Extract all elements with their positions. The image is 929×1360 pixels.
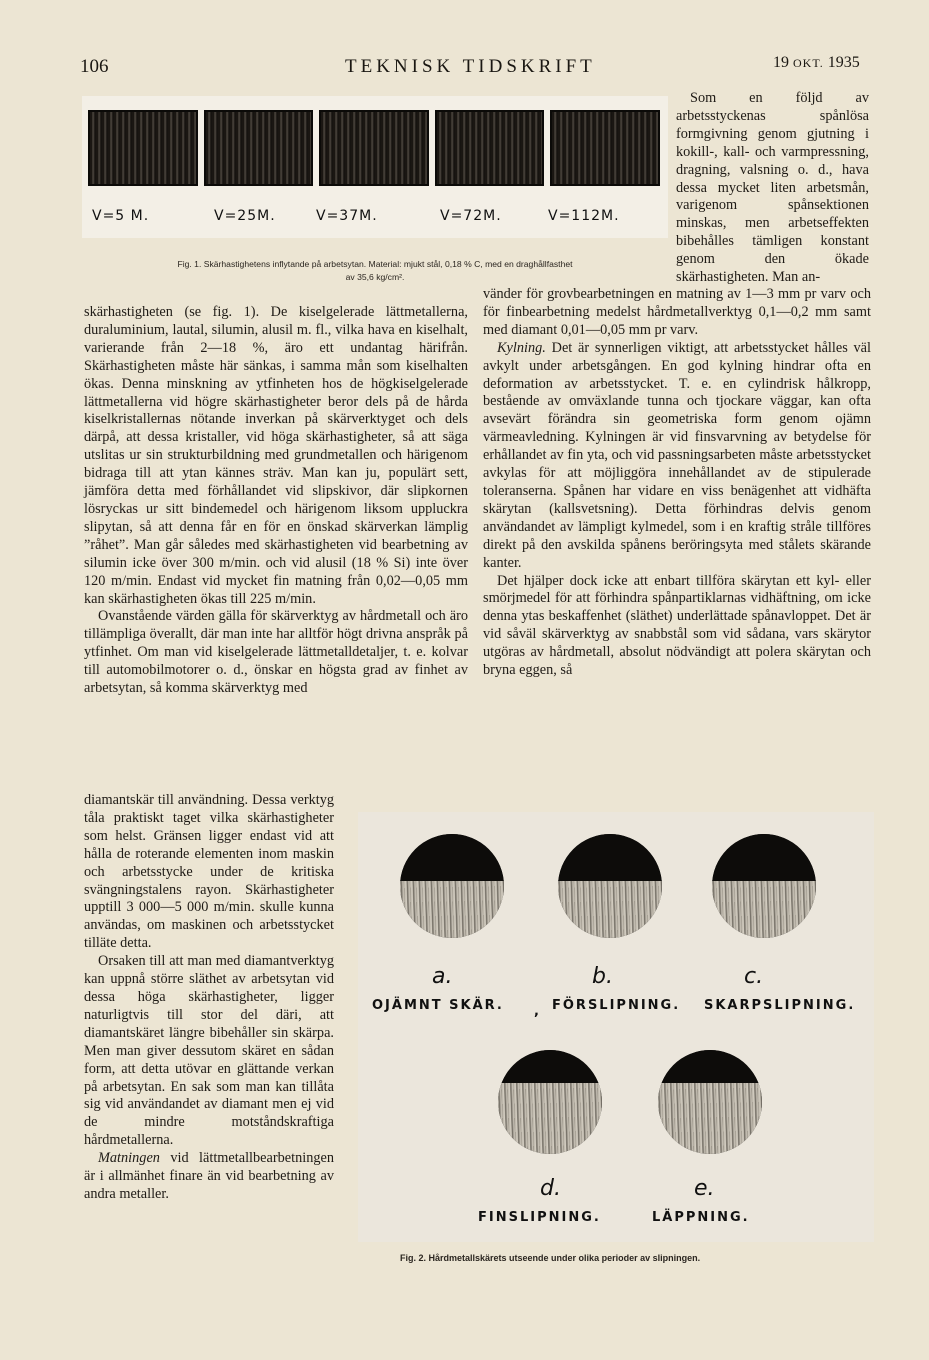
left-column — [84, 304, 468, 698]
label-lappning: LÄPPNING. — [652, 1210, 750, 1225]
speed-label: V=72M. — [440, 208, 502, 224]
left-narrow-column — [84, 792, 334, 1204]
paragraph: Ovanstående värden gälla för skärverktyg av hårdmetall och äro tillämpliga överallt, där man inte har alltför högt drivna anspråk på ytfinhet. Om man vid kiselgelerade lättmetalldetaljer, t. e. kolvar till automobilmotorer o. d., önskar en högsta grad av finhet av arbetsytan, så komma skärverktyg med — [84, 608, 468, 697]
paragraph: Det hjälper dock icke att enbart tillföra skärytan ett kyl- eller smörjmedel för att förhindra spånpartiklarnas vidhäftning, om icke denna ytas beskaffenhet (släthet) underlättade spånavloppet. Det är vid såväl skärverktyg av snabbstål som vid sådana, vars skärytor utgöras av hårdmetall, absolut nödvändigt att polera skärytan och bryna eggen, så — [483, 572, 871, 679]
surface-sample-2 — [204, 110, 314, 186]
issue-date — [773, 54, 860, 72]
label-letter-b: b. — [592, 964, 613, 989]
label-letter-e: e. — [694, 1176, 715, 1201]
speed-label: V=37M. — [316, 208, 378, 224]
label-skarpslipning: SKARPSLIPNING. — [704, 998, 856, 1013]
surface-sample-3 — [319, 110, 429, 186]
figure-1-caption-line1: Fig. 1. Skärhastighetens inflytande på arbetsytan. Material: mjukt stål, 0,18 % C, med en draghållfasthet — [177, 259, 573, 269]
label-finslipning: FINSLIPNING. — [478, 1210, 601, 1225]
figure-1 — [82, 96, 668, 238]
surface-sample-1 — [88, 110, 198, 186]
section-heading: Matningen — [98, 1150, 160, 1167]
speed-label: V=25M. — [214, 208, 276, 224]
sample-disc-c — [712, 834, 816, 938]
paragraph: skärhastigheten (se fig. 1). De kiselgelerade lättmetallerna, duraluminium, lautal, silumin, alusil m. fl., vilka hava en kiselhalt, varierande från 2—18 %, äro ett undantag härifrån. Skärhastigheten måste här sänkas, i samma mån som kiselhalten ökas. Denna minskning av ytfinheten hos de högkiselgelerade lättmetallerna vid högre skärhastigheter beror dels på de hårda kiselkristallernas nötande inverkan på skärverktyget och dels därpå, att dessa kristaller, vid höga skärhastigheter, så att säga utslitas ur sin strukturbildning med grundmetallen och härigenom bidraga till att ytan kännes sträv. Man kan ju, populärt sett, jämföra detta med förhållandet vid slipskivor, där slipkornen lösryckas ur sitt bindemedel och härigenom liksom uppluckra slipytan, så att denna får en för en önskad skärverkan lämplig ”råhet”. Man går således med skärhastigheten vid bearbetning av silumin icke över 300 m/min. och vid alusil (18 % Si) inte över 120 m/min. Endast vid mycket fin matning från 0,02—0,05 mm kan skärhastigheten ökas till 225 m/min. — [84, 304, 468, 607]
label-separator: , — [534, 1004, 541, 1019]
sample-disc-a — [400, 834, 504, 938]
figure-2 — [358, 812, 874, 1242]
speed-label: V=5 M. — [92, 208, 150, 224]
paragraph: Orsaken till att man med diamantverktyg kan uppnå större släthet av arbetsytan vid dessa höga skärhastigheter, ligger naturligtvis till stor del däri, att diamantskäret längre bibehåller sin skärpa. Men man giver dessutom skäret en sådan form, att detta utövar en glättande verkan på arbetsytan. En sak som man kan tillåta sig vid användandet av diamant men ej vid de mindre motståndskraftiga hårdmetallerna. — [84, 953, 334, 1149]
date-day: 19 — [773, 54, 789, 71]
speed-label: V=112M. — [548, 208, 620, 224]
journal-title: TEKNISK TIDSKRIFT — [345, 56, 596, 77]
section-heading: Kylning. — [497, 339, 546, 356]
paragraph: diamantskär till användning. Dessa verktyg tåla praktiskt taget vilka skärhastigheter som helst. Gränsen ligger endast vid att hålla de roterande elementen inom maskin och arbetsstycke under de kritiska svängningstalens rayon. Skärhastigheter upptill 3 000—5 000 m/min. skulle kunna användas, om maskinen och arbetsstycket tilläte detta. — [84, 792, 334, 952]
sample-disc-b — [558, 834, 662, 938]
surface-samples — [88, 110, 660, 186]
label-letter-a: a. — [432, 964, 453, 989]
paragraph — [483, 340, 871, 573]
speed-labels — [88, 208, 664, 232]
paragraph — [84, 1150, 334, 1204]
paragraph-text: vid lättmetallbearbetningen är i allmänhet finare än vid bearbetning av andra metaller. — [84, 1150, 334, 1202]
right-column — [483, 286, 871, 680]
date-month: OKT. — [793, 56, 824, 70]
surface-sample-4 — [435, 110, 545, 186]
figure-1-caption — [82, 258, 668, 284]
right-top-column — [676, 90, 869, 287]
sample-disc-e — [658, 1050, 762, 1154]
surface-sample-5 — [550, 110, 660, 186]
label-letter-c: c. — [744, 964, 764, 989]
figure-1-caption-line2: av 35,6 kg/cm². — [345, 272, 405, 282]
sample-disc-d — [498, 1050, 602, 1154]
paragraph-text: Det är synnerligen viktigt, att arbetsstycket hålles väl avkylt under arbetsgången. En god kylning hindrar ofta en deformation av arbetsstycket. T. e. en cylindrisk hålkropp, bestående av omväxlande tunna och tjockare väggar, kan ofta avsevärt förändra sin geometriska form genom ojämn värmeavledning. Kylningen är vid finsvarvning av betydelse för erhållandet av fin yta, och vid passningsarbeten måste arbetsstycket avkylas för att möjliggöra innehållandet av de stipulerade toleranserna. Spånen har vidare en viss benägenhet att vidhäfta skärytan (kallsvetsning). Detta förhindras delvis genom användandet av lämpligt kylmedel, som i en kraftig stråle tillföres direkt på den avskilda spånens beröringsyta med stålets skärande kanter. — [483, 339, 871, 571]
page-number: 106 — [80, 56, 109, 77]
label-ojamnt-skar: OJÄMNT SKÄR. — [372, 998, 504, 1013]
label-forslipning: FÖRSLIPNING. — [552, 998, 681, 1013]
label-letter-d: d. — [540, 1176, 561, 1201]
figure-2-caption: Fig. 2. Hårdmetallskärets utseende under olika perioder av slipningen. — [400, 1253, 701, 1263]
paragraph: vänder för grovbearbetningen en matning av 1—3 mm pr varv och för finbearbetning medelst hårdmetallverktyg 0,1—0,2 mm samt med diamant 0,01—0,05 mm pr varv. — [483, 286, 871, 338]
date-year: 1935 — [827, 54, 860, 71]
paragraph: Som en följd av arbetsstyckenas spånlösa formgivning genom gjutning i kokill-, kall- och varmpressning, dragning, valsning o. d., hava dessa mycket liten arbetsmån, varigenom spånsektionen minskas, men arbetseffekten bibehålles tämligen konstant genom den ökade skärhastigheten. Man an- — [676, 90, 869, 286]
